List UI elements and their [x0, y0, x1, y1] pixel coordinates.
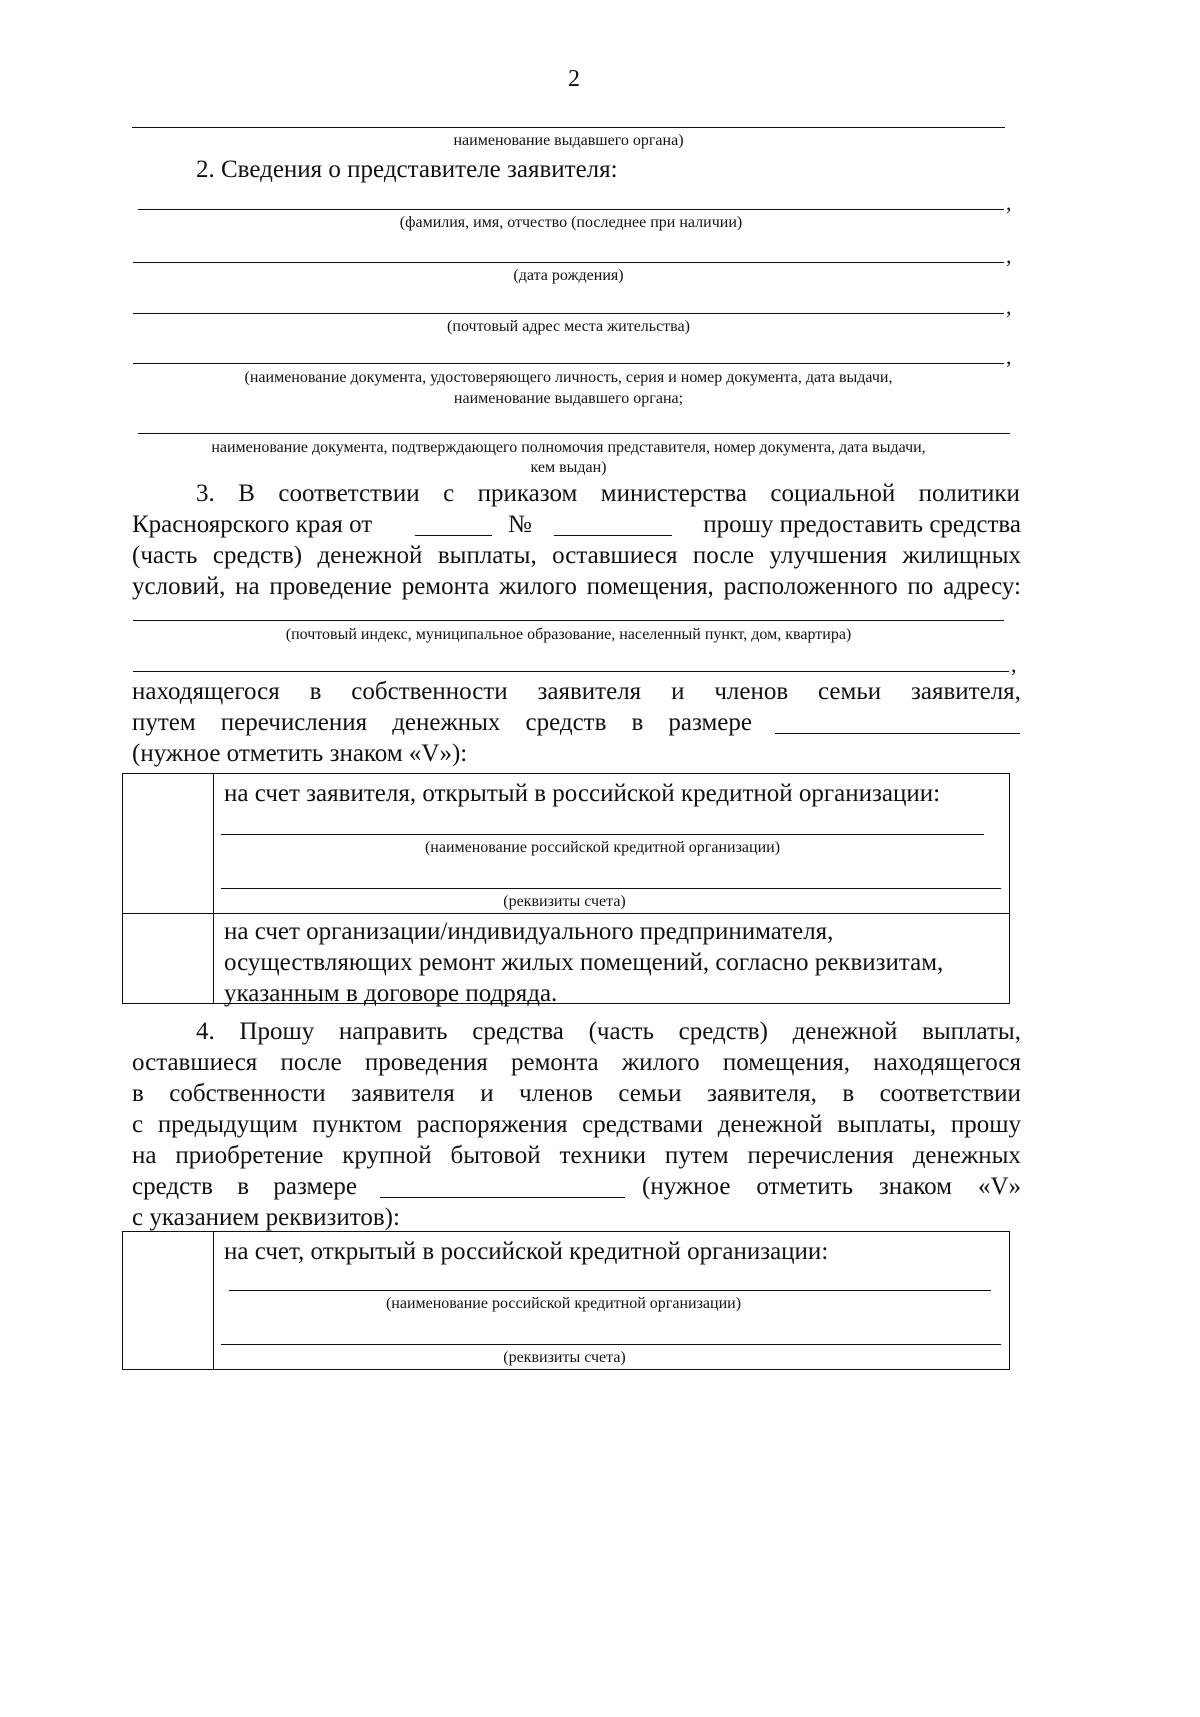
comma: , [1006, 243, 1012, 268]
word: денежных [912, 1142, 1021, 1169]
word: денежной [717, 1111, 823, 1138]
word: семьи [818, 678, 882, 705]
word: в [842, 1080, 855, 1107]
caption-postal-address: (почтовый адрес места жительства) [447, 318, 690, 335]
fill-line-identity-document [133, 363, 1004, 364]
section-3-line-7: (нужное отметить знаком «V»): [132, 740, 468, 767]
word: приобретение [175, 1142, 324, 1169]
section-3-line-2c: прошу предоставить средства [703, 511, 1021, 538]
caption-address: (почтовый индекс, муниципальное образование, населенный пункт, дом, квартира) [285, 626, 852, 643]
section-4-line-6b: (нужное отметить знаком «V» [642, 1173, 1021, 1200]
caption-account-details-2: (реквизиты счета) [503, 1349, 626, 1366]
word: путем [664, 1142, 729, 1169]
fill-line-issuing-authority [132, 127, 1005, 128]
word: заявителя, [911, 678, 1021, 705]
table-column-divider [213, 1232, 214, 1369]
word: пунктом [312, 1111, 402, 1138]
section-4-line-1 [196, 1016, 1021, 1048]
word: членов [714, 678, 789, 705]
fill-line-full-name [138, 209, 1004, 210]
caption-bank-name: (наименование российской кредитной организации) [424, 839, 781, 856]
fill-line-amount-2 [380, 1197, 625, 1198]
fill-line-amount [775, 733, 1020, 734]
option-contractor-account-line-1: на счет организации/индивидуального предпринимателя, [224, 918, 834, 945]
fill-line-address [133, 620, 1004, 621]
word: находящегося [873, 1049, 1021, 1076]
word: 3. [196, 480, 215, 507]
word: ремонта [511, 1049, 599, 1076]
word: оставшиеся [132, 1049, 258, 1076]
word: проведения [364, 1049, 488, 1076]
word: прошу [950, 1111, 1021, 1138]
word: путем [132, 709, 196, 736]
section-3-number-sign: № [508, 511, 532, 538]
fill-line-bank-name [221, 834, 984, 835]
word: социальной [770, 480, 896, 507]
caption-issuing-authority: наименование выдавшего органа) [453, 132, 684, 149]
word: после [280, 1049, 342, 1076]
word: средств) [678, 1018, 768, 1045]
checkbox-cell-contractor-account[interactable] [123, 914, 213, 1003]
section-4-line-6a: средств в размере [132, 1173, 357, 1200]
caption-full-name: (фамилия, имя, отчество (последнее при наличии) [399, 214, 743, 231]
fill-line-postal-address [133, 313, 1004, 314]
word: размере [668, 709, 752, 736]
section-4-line-7: с указанием реквизитов): [132, 1204, 400, 1231]
word: с [132, 1111, 144, 1138]
option-bank-account: на счет, открытый в российской кредитной организации: [224, 1238, 829, 1265]
word: направить [338, 1018, 448, 1045]
word: (часть [588, 1018, 654, 1045]
word: приказом [477, 480, 578, 507]
word: 4. [196, 1018, 215, 1045]
caption-bank-name-2: (наименование российской кредитной организации) [385, 1295, 742, 1312]
fill-line-account-details-2 [221, 1344, 1001, 1345]
word: соответствии [879, 1080, 1021, 1107]
section-3-line-3: (часть средств) денежной выплаты, оставшиеся после улучшения жилищных [132, 542, 1021, 569]
table-row-divider [123, 913, 1009, 914]
word: с [443, 480, 455, 507]
section-3-line-4: условий, на проведение ремонта жилого помещения, расположенного по адресу: [132, 573, 1021, 600]
word: и [671, 678, 685, 705]
caption-account-details: (реквизиты счета) [503, 893, 626, 910]
word: семьи [618, 1080, 682, 1107]
word: заявителя, [706, 1080, 817, 1107]
section-4-line-2 [132, 1047, 1021, 1079]
word: средств [525, 709, 607, 736]
fill-line-bank-name-2 [229, 1290, 991, 1291]
word: в [309, 678, 322, 705]
option-contractor-account-line-3: указанным в договоре подряда. [224, 980, 558, 1007]
checkbox-cell-bank-account[interactable] [123, 1232, 213, 1369]
fill-line-order-date [415, 535, 492, 536]
caption-authority-document-1: наименование документа, подтверждающего полномочия представителя, номер документа, дата выдачи, [211, 439, 926, 456]
section-3-line-2a: Красноярского края от [132, 511, 373, 538]
word: в [631, 709, 644, 736]
word: предыдущим [157, 1111, 298, 1138]
table-column-divider [213, 774, 214, 1003]
page-number: 2 [568, 66, 580, 92]
word: политики [918, 480, 1020, 507]
fill-line-address-2 [133, 671, 1009, 672]
word: средствами [582, 1111, 704, 1138]
word: помещения, [722, 1049, 851, 1076]
fill-line-authority-document [138, 433, 1010, 434]
word: распоряжения [416, 1111, 568, 1138]
fill-line-order-number [554, 535, 672, 536]
word: крупной [342, 1142, 432, 1169]
word: бытовой [450, 1142, 541, 1169]
payment-options-table-2 [122, 1231, 1010, 1370]
comma: , [1011, 652, 1017, 677]
word: и [480, 1080, 494, 1107]
word: средства [472, 1018, 564, 1045]
caption-birth-date: (дата рождения) [513, 267, 624, 284]
word: В [238, 480, 255, 507]
word: находящегося [132, 678, 280, 705]
fill-line-birth-date [133, 262, 1004, 263]
caption-identity-document-2: наименование выдавшего органа; [453, 390, 684, 407]
word: министерства [600, 480, 747, 507]
word: членов [519, 1080, 593, 1107]
word: выплаты, [837, 1111, 937, 1138]
section-4-line-4 [132, 1109, 1021, 1141]
section-4-line-5 [132, 1140, 1021, 1172]
word: заявителя [537, 678, 642, 705]
word: денежной [792, 1018, 898, 1045]
section-4-line-3 [132, 1078, 1021, 1110]
caption-authority-document-2: кем выдан) [530, 459, 607, 476]
word: техники [559, 1142, 646, 1169]
comma: , [1006, 190, 1012, 215]
comma: , [1006, 344, 1012, 369]
payment-options-table-1 [122, 773, 1010, 1007]
checkbox-cell-applicant-account[interactable] [123, 774, 213, 913]
word: заявителя [351, 1080, 455, 1107]
section-3-line-1 [196, 478, 1020, 510]
word: выплаты, [922, 1018, 1021, 1045]
section-3-line-6 [132, 707, 752, 739]
word: перечисления [747, 1142, 894, 1169]
fill-line-account-details [221, 888, 1001, 889]
word: перечисления [220, 709, 368, 736]
option-applicant-account: на счет заявителя, открытый в российской кредитной организации: [224, 780, 941, 807]
word: на [132, 1142, 157, 1169]
comma: , [1006, 294, 1012, 319]
word: собственности [169, 1080, 326, 1107]
caption-identity-document-1: (наименование документа, удостоверяющего личность, серия и номер документа, дата выдачи, [244, 369, 893, 386]
section-3-line-5 [132, 676, 1021, 708]
word: жилого [621, 1049, 700, 1076]
section-2-heading: 2. Сведения о представителе заявителя: [196, 156, 618, 183]
option-contractor-account-line-2: осуществляющих ремонт жилых помещений, согласно реквизитам, [224, 949, 944, 976]
word: Прошу [239, 1018, 315, 1045]
word: соответствии [278, 480, 420, 507]
word: денежных [392, 709, 501, 736]
word: собственности [351, 678, 508, 705]
word: в [132, 1080, 144, 1107]
